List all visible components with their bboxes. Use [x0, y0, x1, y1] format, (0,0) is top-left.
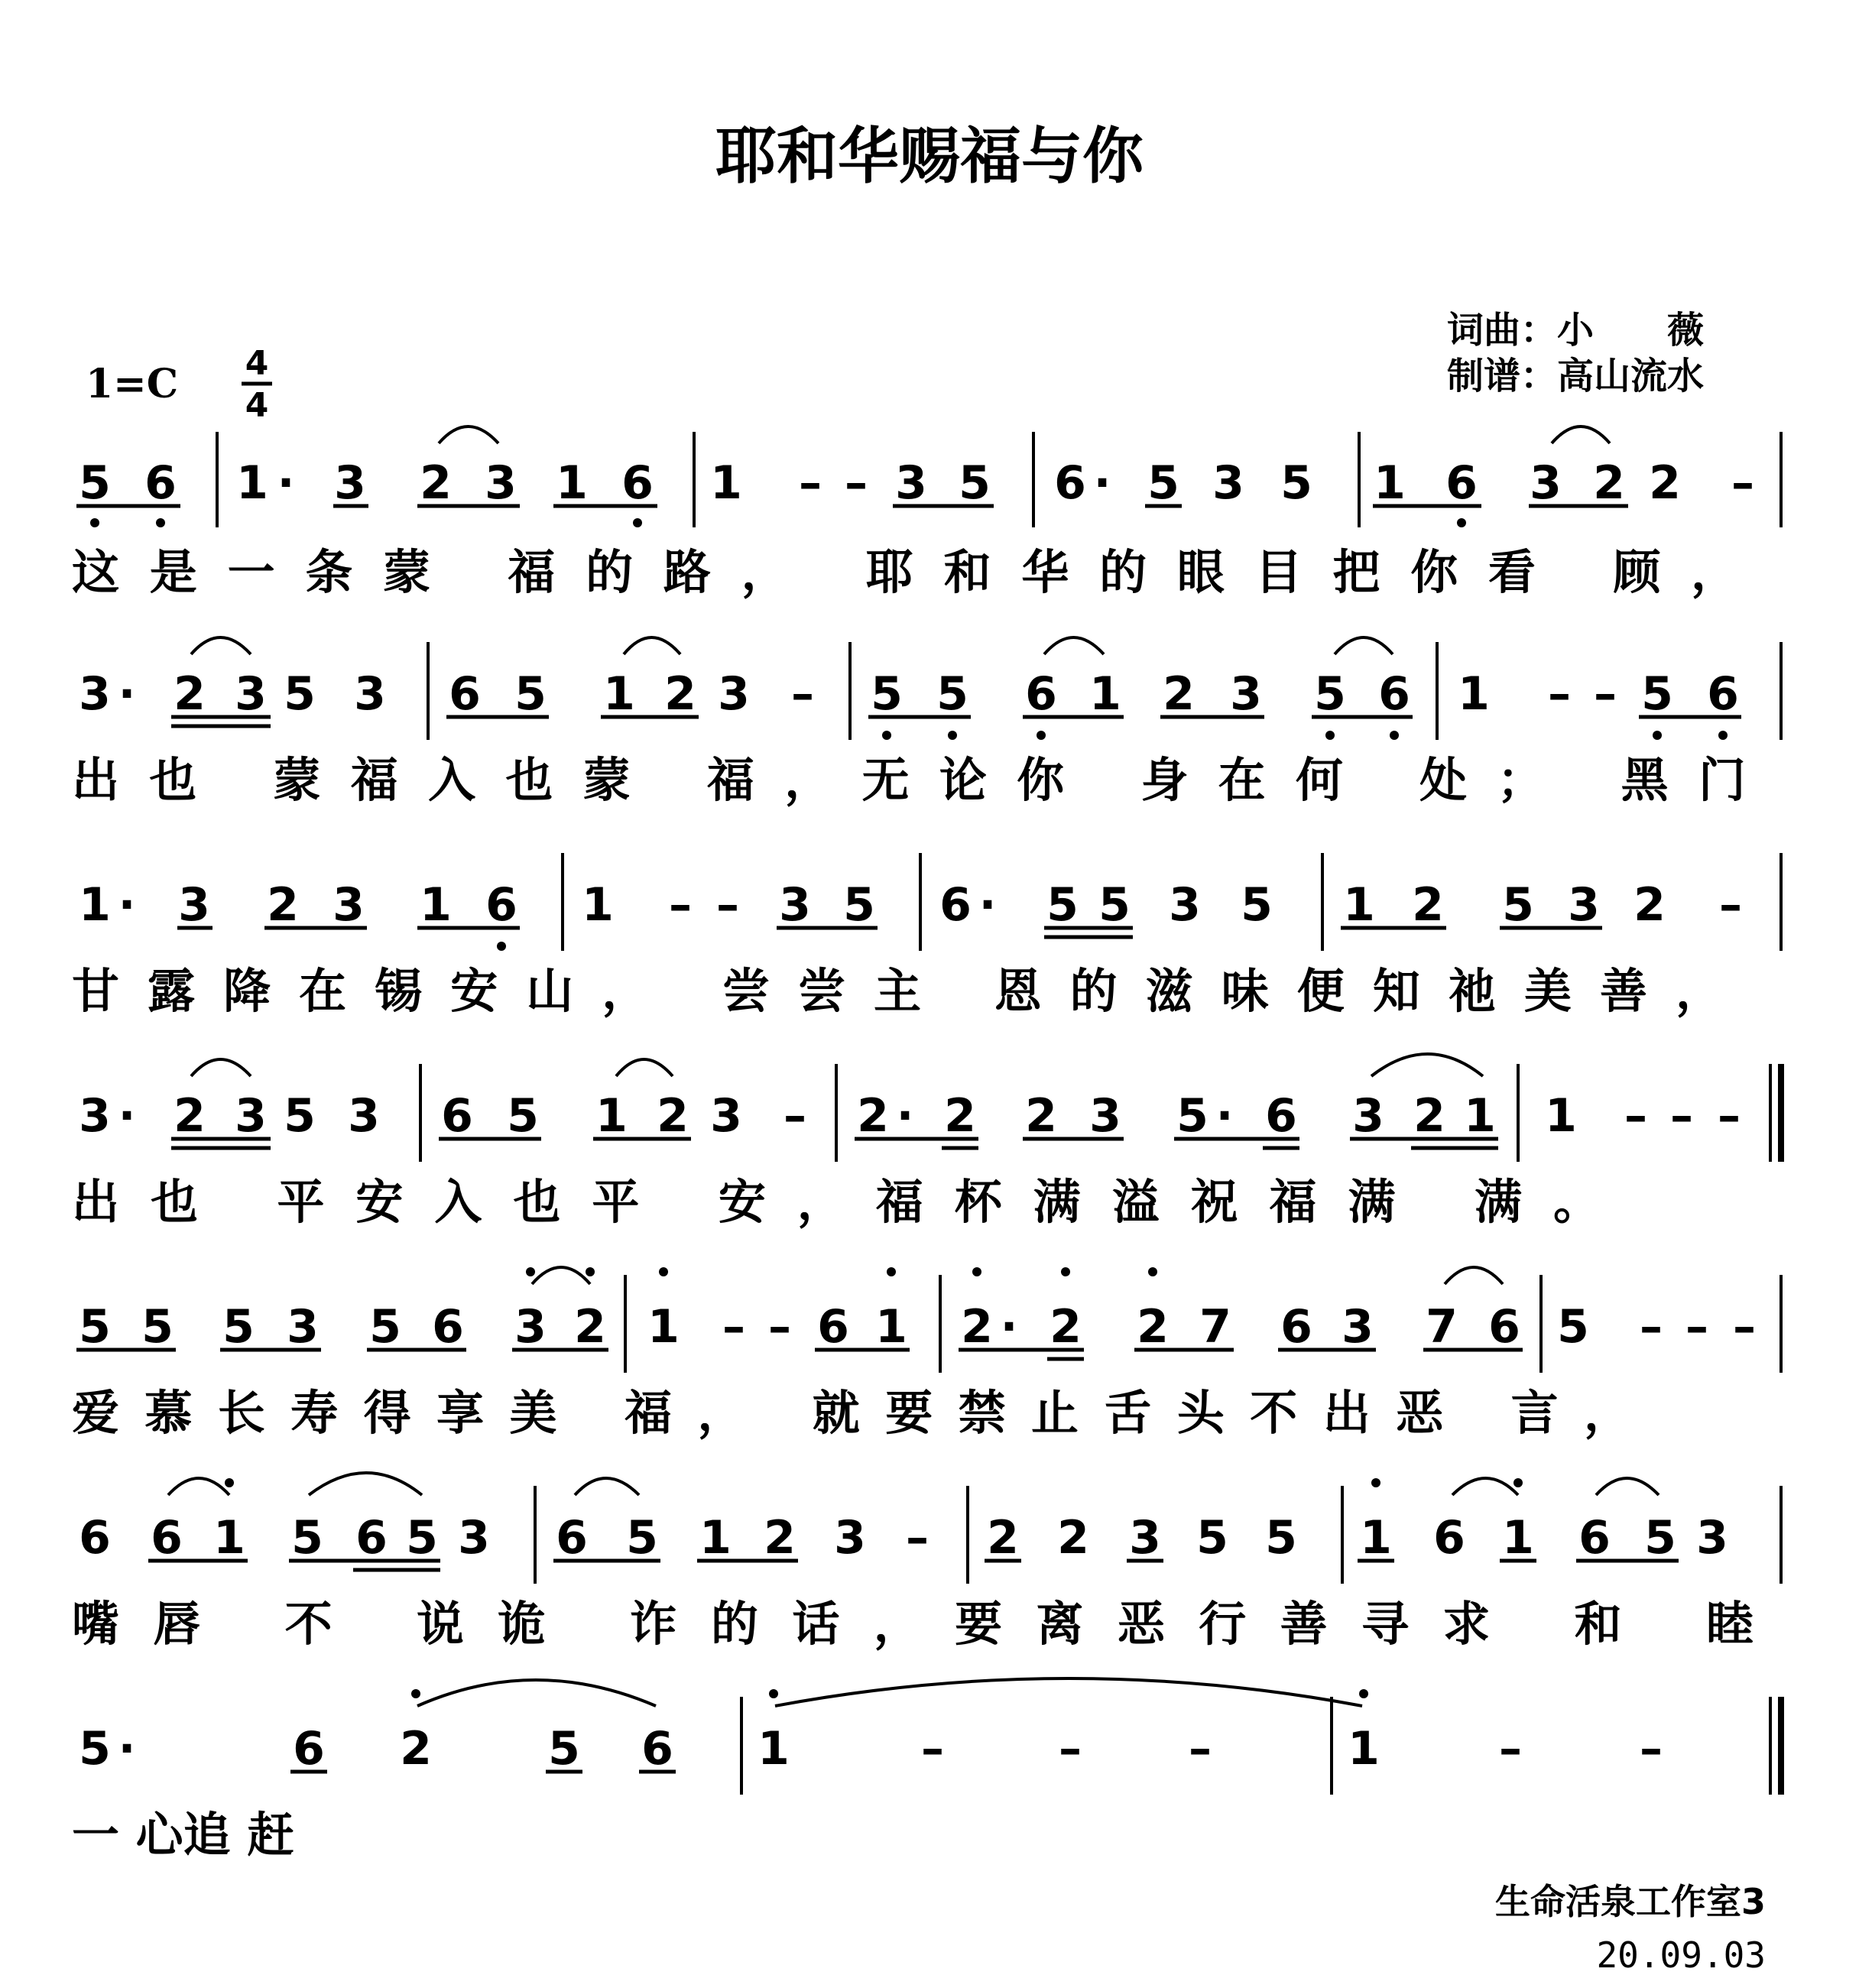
- note: 5: [284, 1089, 316, 1143]
- note: 2: [1163, 667, 1195, 721]
- note: 3: [334, 456, 366, 510]
- note: 3: [895, 456, 927, 510]
- credit-notation: 制谱：高山流水: [1447, 355, 1705, 397]
- note: 3: [1169, 878, 1201, 932]
- note: 2: [400, 1722, 432, 1776]
- note: 2: [961, 1300, 993, 1354]
- score-line-4: [72, 1054, 1781, 1230]
- note: 5: [1502, 878, 1534, 932]
- note: 6: [1265, 1089, 1297, 1143]
- dot: ·: [118, 667, 136, 721]
- note: 3: [1129, 1511, 1161, 1565]
- slurs: [417, 1678, 1362, 1706]
- note: 1: [1458, 667, 1490, 721]
- note: 3: [1696, 1511, 1728, 1565]
- note: 5: [1098, 878, 1131, 932]
- note: 1: [595, 1089, 628, 1143]
- note: 3: [348, 1089, 380, 1143]
- note: 5: [1314, 667, 1346, 721]
- note: 5: [1641, 667, 1673, 721]
- note: 6: [449, 667, 481, 721]
- note: 3: [710, 1089, 742, 1143]
- notes-line-2: [79, 667, 1739, 721]
- note: 5: [1557, 1300, 1589, 1354]
- note: 5: [1046, 878, 1079, 932]
- note: 6: [1445, 456, 1478, 510]
- high-octave-dots: [225, 1478, 1523, 1487]
- score-line-7: [72, 1678, 1781, 1863]
- note: 5: [843, 878, 875, 932]
- dot: ·: [896, 1089, 914, 1143]
- dash: –: [669, 878, 692, 932]
- note: 3: [354, 667, 386, 721]
- note: 2: [420, 456, 452, 510]
- dash: –: [845, 456, 868, 510]
- dash: –: [1640, 1300, 1663, 1354]
- note: 7: [1199, 1300, 1231, 1354]
- note: 1: [758, 1722, 790, 1776]
- time-signature-bottom: 4: [245, 386, 269, 425]
- dash: –: [716, 878, 739, 932]
- note: 5: [626, 1511, 658, 1565]
- note: 6: [1054, 456, 1086, 510]
- note: 1: [875, 1300, 907, 1354]
- note: 3: [718, 667, 750, 721]
- note: 5: [284, 667, 316, 721]
- note: 3: [79, 667, 111, 721]
- note: 5: [369, 1300, 401, 1354]
- note: 5: [1176, 1089, 1209, 1143]
- note: 3: [1568, 878, 1600, 932]
- note: 6: [939, 878, 972, 932]
- note: 1: [1348, 1722, 1380, 1776]
- dash: –: [1718, 1089, 1741, 1143]
- note: 6: [1578, 1511, 1611, 1565]
- note: 5: [291, 1511, 323, 1565]
- note: 6: [1488, 1300, 1520, 1354]
- low-octave-dots: [497, 942, 506, 951]
- lyrics-line-2: 出也 蒙福入也蒙 福，无论你 身在何 处； 黑门: [72, 752, 1746, 808]
- note: 5: [514, 667, 547, 721]
- dash: –: [784, 1089, 806, 1143]
- time-signature: [242, 344, 272, 425]
- note: 5: [1265, 1511, 1297, 1565]
- dash: –: [906, 1511, 929, 1565]
- date-stamp: 20.09.03: [1596, 1934, 1766, 1976]
- dash: –: [1624, 1089, 1647, 1143]
- underlines: [76, 1350, 1523, 1359]
- note: 5: [1147, 456, 1179, 510]
- note: 3: [333, 878, 365, 932]
- note: 6: [817, 1300, 849, 1354]
- score-line-1: [72, 426, 1781, 600]
- dash: –: [1499, 1722, 1522, 1776]
- dot: ·: [1215, 1089, 1234, 1143]
- note: 2: [1634, 878, 1666, 932]
- score-line-5: [72, 1267, 1781, 1441]
- note: 2: [944, 1089, 976, 1143]
- note: 2: [1649, 456, 1681, 510]
- lyrics-line-6: 嘴唇 不 说诡 诈的话，要离恶行善寻求 和 睦: [72, 1596, 1754, 1652]
- note: 1: [556, 456, 588, 510]
- note: 3: [834, 1511, 866, 1565]
- dash: –: [768, 1300, 791, 1354]
- score-line-2: [72, 637, 1781, 808]
- note: 6: [151, 1511, 183, 1565]
- note: 6: [1025, 667, 1057, 721]
- underlines: [171, 717, 1741, 726]
- note: 1: [1089, 667, 1121, 721]
- note: 2: [1050, 1300, 1082, 1354]
- note: 3: [1230, 667, 1262, 721]
- dash: –: [791, 667, 814, 721]
- note: 3: [779, 878, 811, 932]
- notes-line-7: [79, 1722, 1663, 1776]
- note: 6: [641, 1722, 673, 1776]
- slurs: [532, 1267, 1503, 1284]
- note: 5: [222, 1300, 255, 1354]
- note: 3: [235, 667, 267, 721]
- note: 6: [144, 456, 177, 510]
- note: 2: [1025, 1089, 1057, 1143]
- note: 1: [582, 878, 614, 932]
- note: 2: [987, 1511, 1019, 1565]
- note: 1: [420, 878, 452, 932]
- lyrics-line-1: 这是一条蒙 福的路， 耶和华的眼目把你看 顾，: [72, 544, 1739, 600]
- note: 6: [556, 1511, 588, 1565]
- note: 1: [710, 456, 742, 510]
- note: 5: [507, 1089, 539, 1143]
- notes-line-6: [79, 1511, 1728, 1565]
- underlines: [177, 928, 1602, 937]
- note: 1: [1360, 1511, 1392, 1565]
- note: 1: [79, 878, 111, 932]
- note: 5: [79, 1722, 111, 1776]
- note: 5: [406, 1511, 438, 1565]
- notes-line-1: [79, 456, 1754, 510]
- note: 5: [936, 667, 968, 721]
- note: 2: [174, 1089, 206, 1143]
- note: 6: [621, 456, 654, 510]
- dash: –: [1548, 667, 1571, 721]
- dash: –: [722, 1300, 745, 1354]
- note: 5: [548, 1722, 580, 1776]
- dot: ·: [118, 878, 136, 932]
- credit-lyrics-music: 词曲：小 薇: [1447, 309, 1705, 352]
- note: 3: [1530, 456, 1562, 510]
- note: 5: [871, 667, 903, 721]
- lyrics-line-3: 甘露降在锡安山， 尝尝主 恩的滋味便知祂美善，: [72, 963, 1724, 1019]
- dot: ·: [978, 878, 997, 932]
- dot: ·: [277, 456, 295, 510]
- note: 2: [1593, 456, 1625, 510]
- note: 6: [293, 1722, 325, 1776]
- note: 6: [1280, 1300, 1312, 1354]
- song-title: 耶和华赐福与你: [715, 121, 1144, 192]
- high-octave-dots: [411, 1689, 1368, 1698]
- note: 1: [236, 456, 268, 510]
- note: 3: [1352, 1089, 1384, 1143]
- note: 5: [1241, 878, 1273, 932]
- note: 3: [79, 1089, 111, 1143]
- note: 3: [287, 1300, 319, 1354]
- dash: –: [1731, 456, 1754, 510]
- note: 2: [1057, 1511, 1089, 1565]
- note: 6: [1433, 1511, 1465, 1565]
- note: 2: [267, 878, 299, 932]
- dot: ·: [118, 1089, 136, 1143]
- lyrics-line-5: 爱慕长寿得享美 福， 就要禁止舌头不出恶 言，: [72, 1385, 1632, 1441]
- notes-line-3: [79, 878, 1742, 932]
- note: 1: [1343, 878, 1375, 932]
- notes-line-5: [79, 1300, 1756, 1354]
- note: 7: [1426, 1300, 1458, 1354]
- note: 6: [1707, 667, 1739, 721]
- note: 2: [657, 1089, 689, 1143]
- note: 6: [355, 1511, 388, 1565]
- note: 2: [174, 667, 206, 721]
- dot: ·: [118, 1722, 136, 1776]
- note: 5: [959, 456, 991, 510]
- note: 6: [441, 1089, 473, 1143]
- slurs: [191, 637, 1393, 654]
- dash: –: [1733, 1300, 1756, 1354]
- note: 3: [1342, 1300, 1374, 1354]
- score-line-6: [72, 1473, 1781, 1652]
- note: 5: [1196, 1511, 1228, 1565]
- note: 3: [235, 1089, 267, 1143]
- bar-lines: [741, 1697, 1781, 1795]
- note: 6: [432, 1300, 464, 1354]
- dash: –: [1719, 878, 1742, 932]
- lyrics-line-4: 出也 平安入也平 安，福杯满溢祝福满 满。: [72, 1174, 1601, 1230]
- dash: –: [1189, 1722, 1212, 1776]
- dash: –: [1685, 1300, 1708, 1354]
- note: 3: [1212, 456, 1244, 510]
- dash: –: [1670, 1089, 1693, 1143]
- dash: –: [1594, 667, 1617, 721]
- note: 6: [1378, 667, 1410, 721]
- note: 2: [664, 667, 696, 721]
- dash: –: [1640, 1722, 1663, 1776]
- note: 1: [1502, 1511, 1534, 1565]
- note: 1: [1374, 456, 1406, 510]
- low-octave-dots: [882, 731, 1728, 740]
- note: 2: [1413, 1089, 1445, 1143]
- note: 1: [603, 667, 635, 721]
- note: 3: [514, 1300, 547, 1354]
- note: 1: [647, 1300, 680, 1354]
- dash: –: [799, 456, 822, 510]
- note: 5: [79, 456, 111, 510]
- key-signature: 1=C: [86, 361, 179, 407]
- dash: –: [921, 1722, 944, 1776]
- high-octave-dots: [526, 1267, 1157, 1276]
- note: 3: [1089, 1089, 1121, 1143]
- notes-line-4: [79, 1089, 1741, 1143]
- studio-name: 生命活泉工作室3: [1494, 1881, 1766, 1922]
- note: 3: [458, 1511, 490, 1565]
- slurs: [168, 1473, 1659, 1495]
- dash: –: [1059, 1722, 1082, 1776]
- note: 6: [485, 878, 517, 932]
- note: 5: [1644, 1511, 1676, 1565]
- note: 5: [1280, 456, 1312, 510]
- score-line-3: [72, 853, 1781, 1019]
- note: 5: [141, 1300, 174, 1354]
- note: 6: [79, 1511, 111, 1565]
- note: 1: [1545, 1089, 1577, 1143]
- note: 2: [857, 1089, 889, 1143]
- note: 2: [1412, 878, 1444, 932]
- slurs: [439, 426, 1610, 443]
- note: 2: [764, 1511, 796, 1565]
- note: 1: [1464, 1089, 1496, 1143]
- note: 1: [213, 1511, 245, 1565]
- lyrics-line-7: [72, 1807, 294, 1863]
- note: 3: [178, 878, 210, 932]
- note: 2: [1137, 1300, 1169, 1354]
- note: 2: [574, 1300, 606, 1354]
- note: 5: [79, 1300, 111, 1354]
- lyric-syllable: 一 心追 赶: [72, 1807, 295, 1863]
- dot: ·: [1000, 1300, 1018, 1354]
- low-octave-dots: [90, 518, 1466, 527]
- time-signature-top: 4: [245, 344, 269, 383]
- note: 3: [485, 456, 517, 510]
- dot: ·: [1093, 456, 1111, 510]
- note: 1: [699, 1511, 732, 1565]
